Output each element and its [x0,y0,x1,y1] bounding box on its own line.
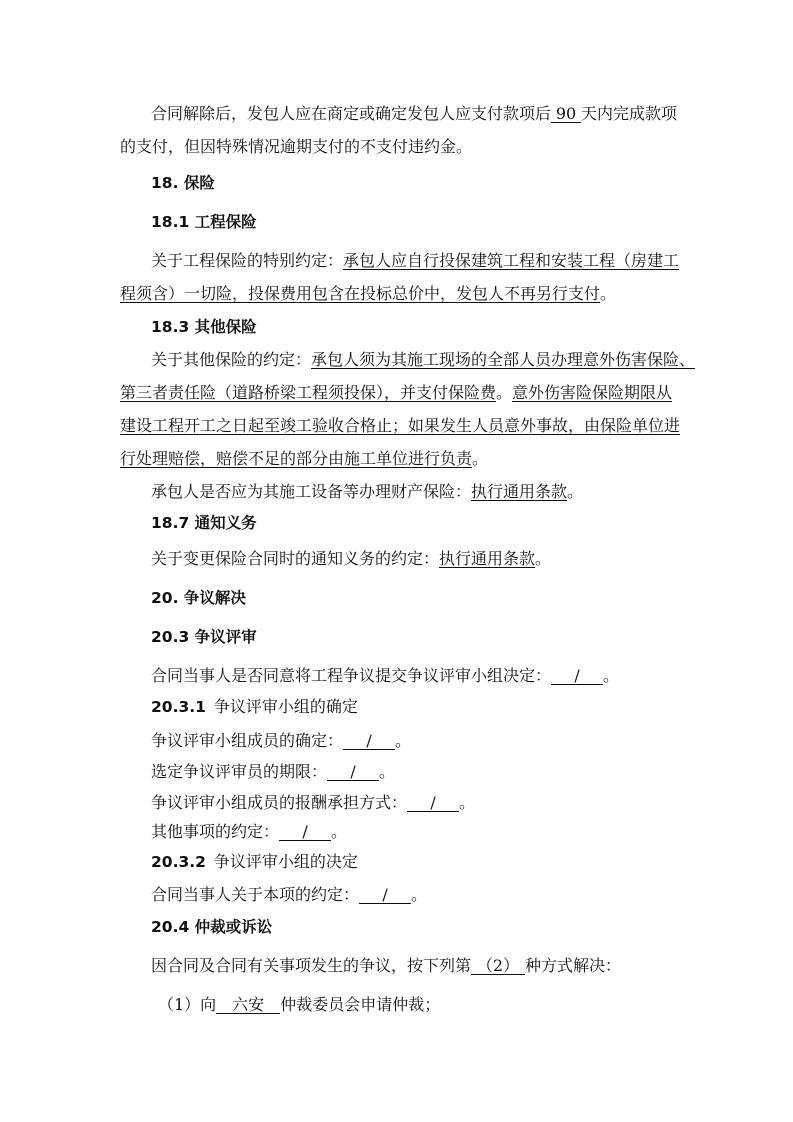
arbitration-choice-line [151,956,621,976]
termination-line-1 [151,104,677,124]
section-number: 20.3.1 [151,698,206,716]
notification-duty-line [151,549,551,569]
section-18-1-heading: 18.1 工程保险 [151,213,257,231]
sentence-end: 。 [567,482,584,501]
section-18-7-heading: 18.7 通知义务 [151,514,257,532]
engineering-insurance-label: 关于工程保险的特别约定： [151,251,344,270]
sentence-end: 。 [535,549,552,568]
termination-text-end: 天内完成款项 [581,104,678,123]
other-insurance-value-cont: 第三者责任险（道路桥梁工程须投保），并支付保险费 [120,383,497,402]
review-item-label: 争议评审小组成员的报酬承担方式： [151,793,408,812]
section-18-3-line-1 [151,350,695,370]
arbitration-option-1 [158,995,440,1015]
notification-duty-label: 关于变更保险合同时的通知义务的约定： [151,549,440,568]
dispute-review-consent-line [151,666,619,686]
review-item-value: / [407,794,459,812]
payment-days-value: 90 [551,105,581,123]
review-item-row [151,822,347,842]
review-item-label: 选定争议评审员的期限： [151,762,328,781]
sentence-end: 。 [411,885,428,904]
property-insurance-label: 承包人是否应为其施工设备等办理财产保险： [151,482,472,501]
section-title: 争议评审小组的确定 [213,697,358,716]
sentence-end: 。 [496,383,513,402]
section-18-3-heading: 18.3 其他保险 [151,318,257,336]
arbitration-choice-value: （2） [471,957,525,975]
property-insurance-value: 执行通用条款 [471,482,568,501]
dispute-review-consent-value: / [551,667,603,685]
section-number: 20.3.2 [151,853,206,871]
sentence-end: 。 [600,284,617,303]
section-18-1-line-2 [120,284,616,304]
review-decision-label: 合同当事人关于本项的约定： [151,885,360,904]
accident-insurance-period-cont: 建设工程开工之日起至竣工验收合格止；如果发生人员意外事故，由保险单位进 [120,416,681,435]
property-insurance-line [151,482,583,502]
termination-line-2: 的支付，但因特殊情况逾期支付的不支付违约金。 [120,137,473,156]
review-decision-line [151,885,427,905]
sentence-end: 。 [603,666,620,685]
section-20-4-heading: 20.4 仲裁或诉讼 [151,918,273,936]
section-20-3-2-heading [151,852,358,872]
review-item-value: / [343,732,395,750]
review-item-value: / [327,763,379,781]
section-18-3-line-4 [120,449,488,469]
arbitration-commission-value: 六安 [216,996,280,1014]
review-decision-value: / [359,886,411,904]
sentence-end: 。 [395,731,412,750]
section-18-1-line-1 [151,251,679,271]
section-18-heading: 18. 保险 [151,174,215,192]
other-insurance-label: 关于其他保险的约定： [151,350,312,369]
dispute-review-consent-label: 合同当事人是否同意将工程争议提交争议评审小组决定： [151,666,552,685]
arbitration-choice-end: 种方式解决： [525,956,622,975]
sentence-end: 。 [472,449,489,468]
sentence-end: 。 [331,822,348,841]
section-20-heading: 20. 争议解决 [151,589,246,607]
engineering-insurance-value: 承包人应自行投保建筑工程和安装工程（房建工 [343,251,680,270]
review-item-value: / [279,823,331,841]
option-number: （1）向 [158,995,217,1014]
review-item-row [151,762,395,782]
accident-insurance-period-end: 行处理赔偿，赔偿不足的部分由施工单位进行负责 [120,449,473,468]
review-item-label: 争议评审小组成员的确定： [151,731,344,750]
other-insurance-value: 承包人须为其施工现场的全部人员办理意外伤害保险、 [311,350,696,369]
review-item-label: 其他事项的约定： [151,822,280,841]
review-item-row [151,731,411,751]
review-item-row [151,793,475,813]
section-20-3-1-heading [151,697,358,717]
option-text: 仲裁委员会申请仲裁； [280,995,441,1014]
arbitration-choice-label: 因合同及合同有关事项发生的争议，按下列第 [151,956,472,975]
section-18-3-line-3 [120,416,680,436]
sentence-end: 。 [459,793,476,812]
sentence-end: 。 [379,762,396,781]
termination-text: 合同解除后，发包人应在商定或确定发包人应支付款项后 [151,104,552,123]
section-title: 争议评审小组的决定 [213,852,358,871]
engineering-insurance-value-cont: 程须含）一切险，投保费用包含在投标总价中，发包人不再另行支付 [120,284,601,303]
accident-insurance-period: 意外伤害险保险期限从 [512,383,673,402]
section-20-3-heading: 20.3 争议评审 [151,628,257,646]
notification-duty-value: 执行通用条款 [439,549,536,568]
section-18-3-line-2 [120,383,672,403]
